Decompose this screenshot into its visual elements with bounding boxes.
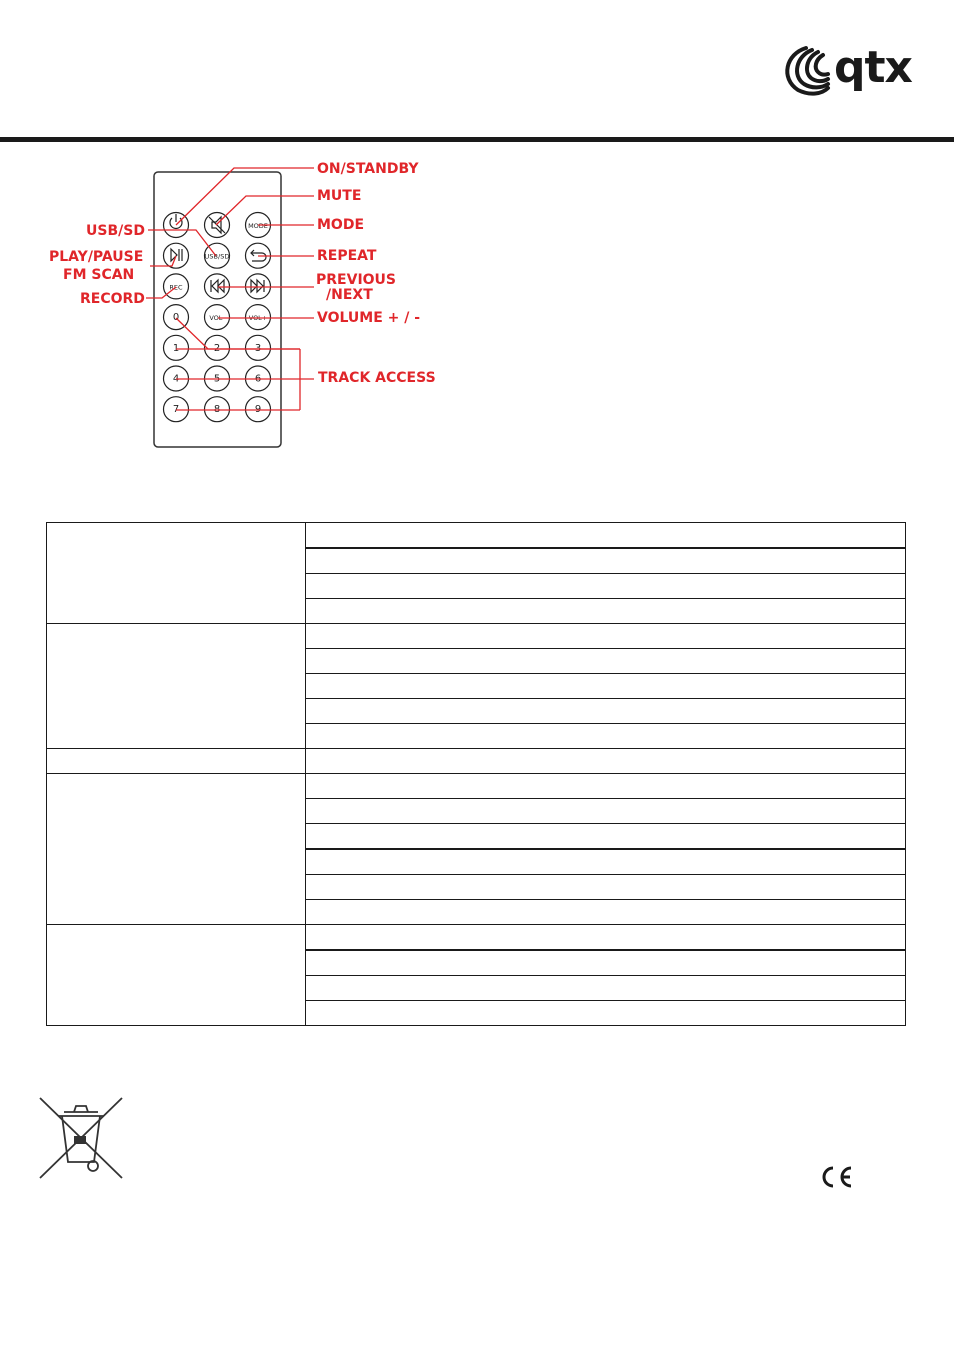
table-cell (306, 548, 906, 574)
table-cell (306, 925, 906, 951)
usb-sd-button-label: USB/SD (204, 252, 230, 261)
table-cell (306, 900, 906, 925)
table-row (47, 749, 906, 774)
volume-up-button-label: VOL+ (248, 314, 268, 323)
table-cell (306, 599, 906, 624)
table-group-cell (47, 523, 306, 624)
table-cell (306, 574, 906, 599)
table-group-cell (47, 774, 306, 925)
table-cell (306, 950, 906, 976)
crossed-out-wheelie-bin-icon (36, 1094, 126, 1182)
table-cell (306, 649, 906, 674)
digit-9-button-label: 9 (254, 404, 262, 416)
table-group-cell (47, 749, 306, 774)
digit-4-button-label: 4 (172, 373, 180, 385)
header-rule (0, 137, 954, 142)
table-cell (306, 849, 906, 875)
digit-7-button-label: 7 (172, 404, 180, 416)
brand-name: qtx (834, 42, 912, 93)
label-on-standby: ON/STANDBY (317, 161, 419, 177)
table-cell (306, 749, 906, 774)
remote-diagram (0, 150, 480, 460)
table-row (47, 774, 906, 799)
label-repeat: REPEAT (317, 248, 377, 264)
table-cell (306, 824, 906, 850)
table-cell (306, 1001, 906, 1026)
digit-6-button-label: 6 (254, 373, 262, 385)
table-cell (306, 523, 906, 549)
table-cell (306, 624, 906, 649)
digit-0-button-label: 0 (172, 312, 180, 324)
mode-button-label: MODE (248, 222, 268, 230)
record-button-label: REC (169, 283, 183, 292)
label-mode: MODE (317, 217, 365, 233)
digit-3-button-label: 3 (254, 342, 262, 354)
table-cell (306, 976, 906, 1001)
table-row (47, 523, 906, 549)
digit-2-button-label: 2 (213, 342, 221, 354)
table-cell (306, 674, 906, 699)
label-next: /NEXT (326, 287, 373, 303)
label-usb-sd: USB/SD (86, 223, 145, 239)
specifications-table (46, 522, 906, 1026)
label-play-pause: PLAY/PAUSE (49, 249, 144, 265)
table-cell (306, 875, 906, 900)
table-group-cell (47, 925, 306, 1026)
label-volume: VOLUME + / - (317, 310, 421, 326)
table-row (47, 624, 906, 649)
label-fm-scan: FM SCAN (63, 267, 135, 283)
digit-5-button-label: 5 (213, 373, 221, 385)
volume-down-button-label: VOL- (209, 314, 225, 323)
table-cell (306, 799, 906, 824)
table-cell (306, 699, 906, 724)
label-previous: PREVIOUS (316, 272, 397, 288)
label-mute: MUTE (317, 188, 362, 204)
table-cell (306, 724, 906, 749)
digit-1-button-label: 1 (172, 342, 180, 354)
digit-8-button-label: 8 (213, 404, 221, 416)
label-track-access: TRACK ACCESS (318, 370, 436, 386)
label-record: RECORD (80, 291, 145, 307)
ce-mark-icon (818, 1164, 854, 1190)
table-row (47, 925, 906, 951)
table-cell (306, 774, 906, 799)
table-group-cell (47, 624, 306, 749)
remote-drawing (0, 150, 480, 460)
